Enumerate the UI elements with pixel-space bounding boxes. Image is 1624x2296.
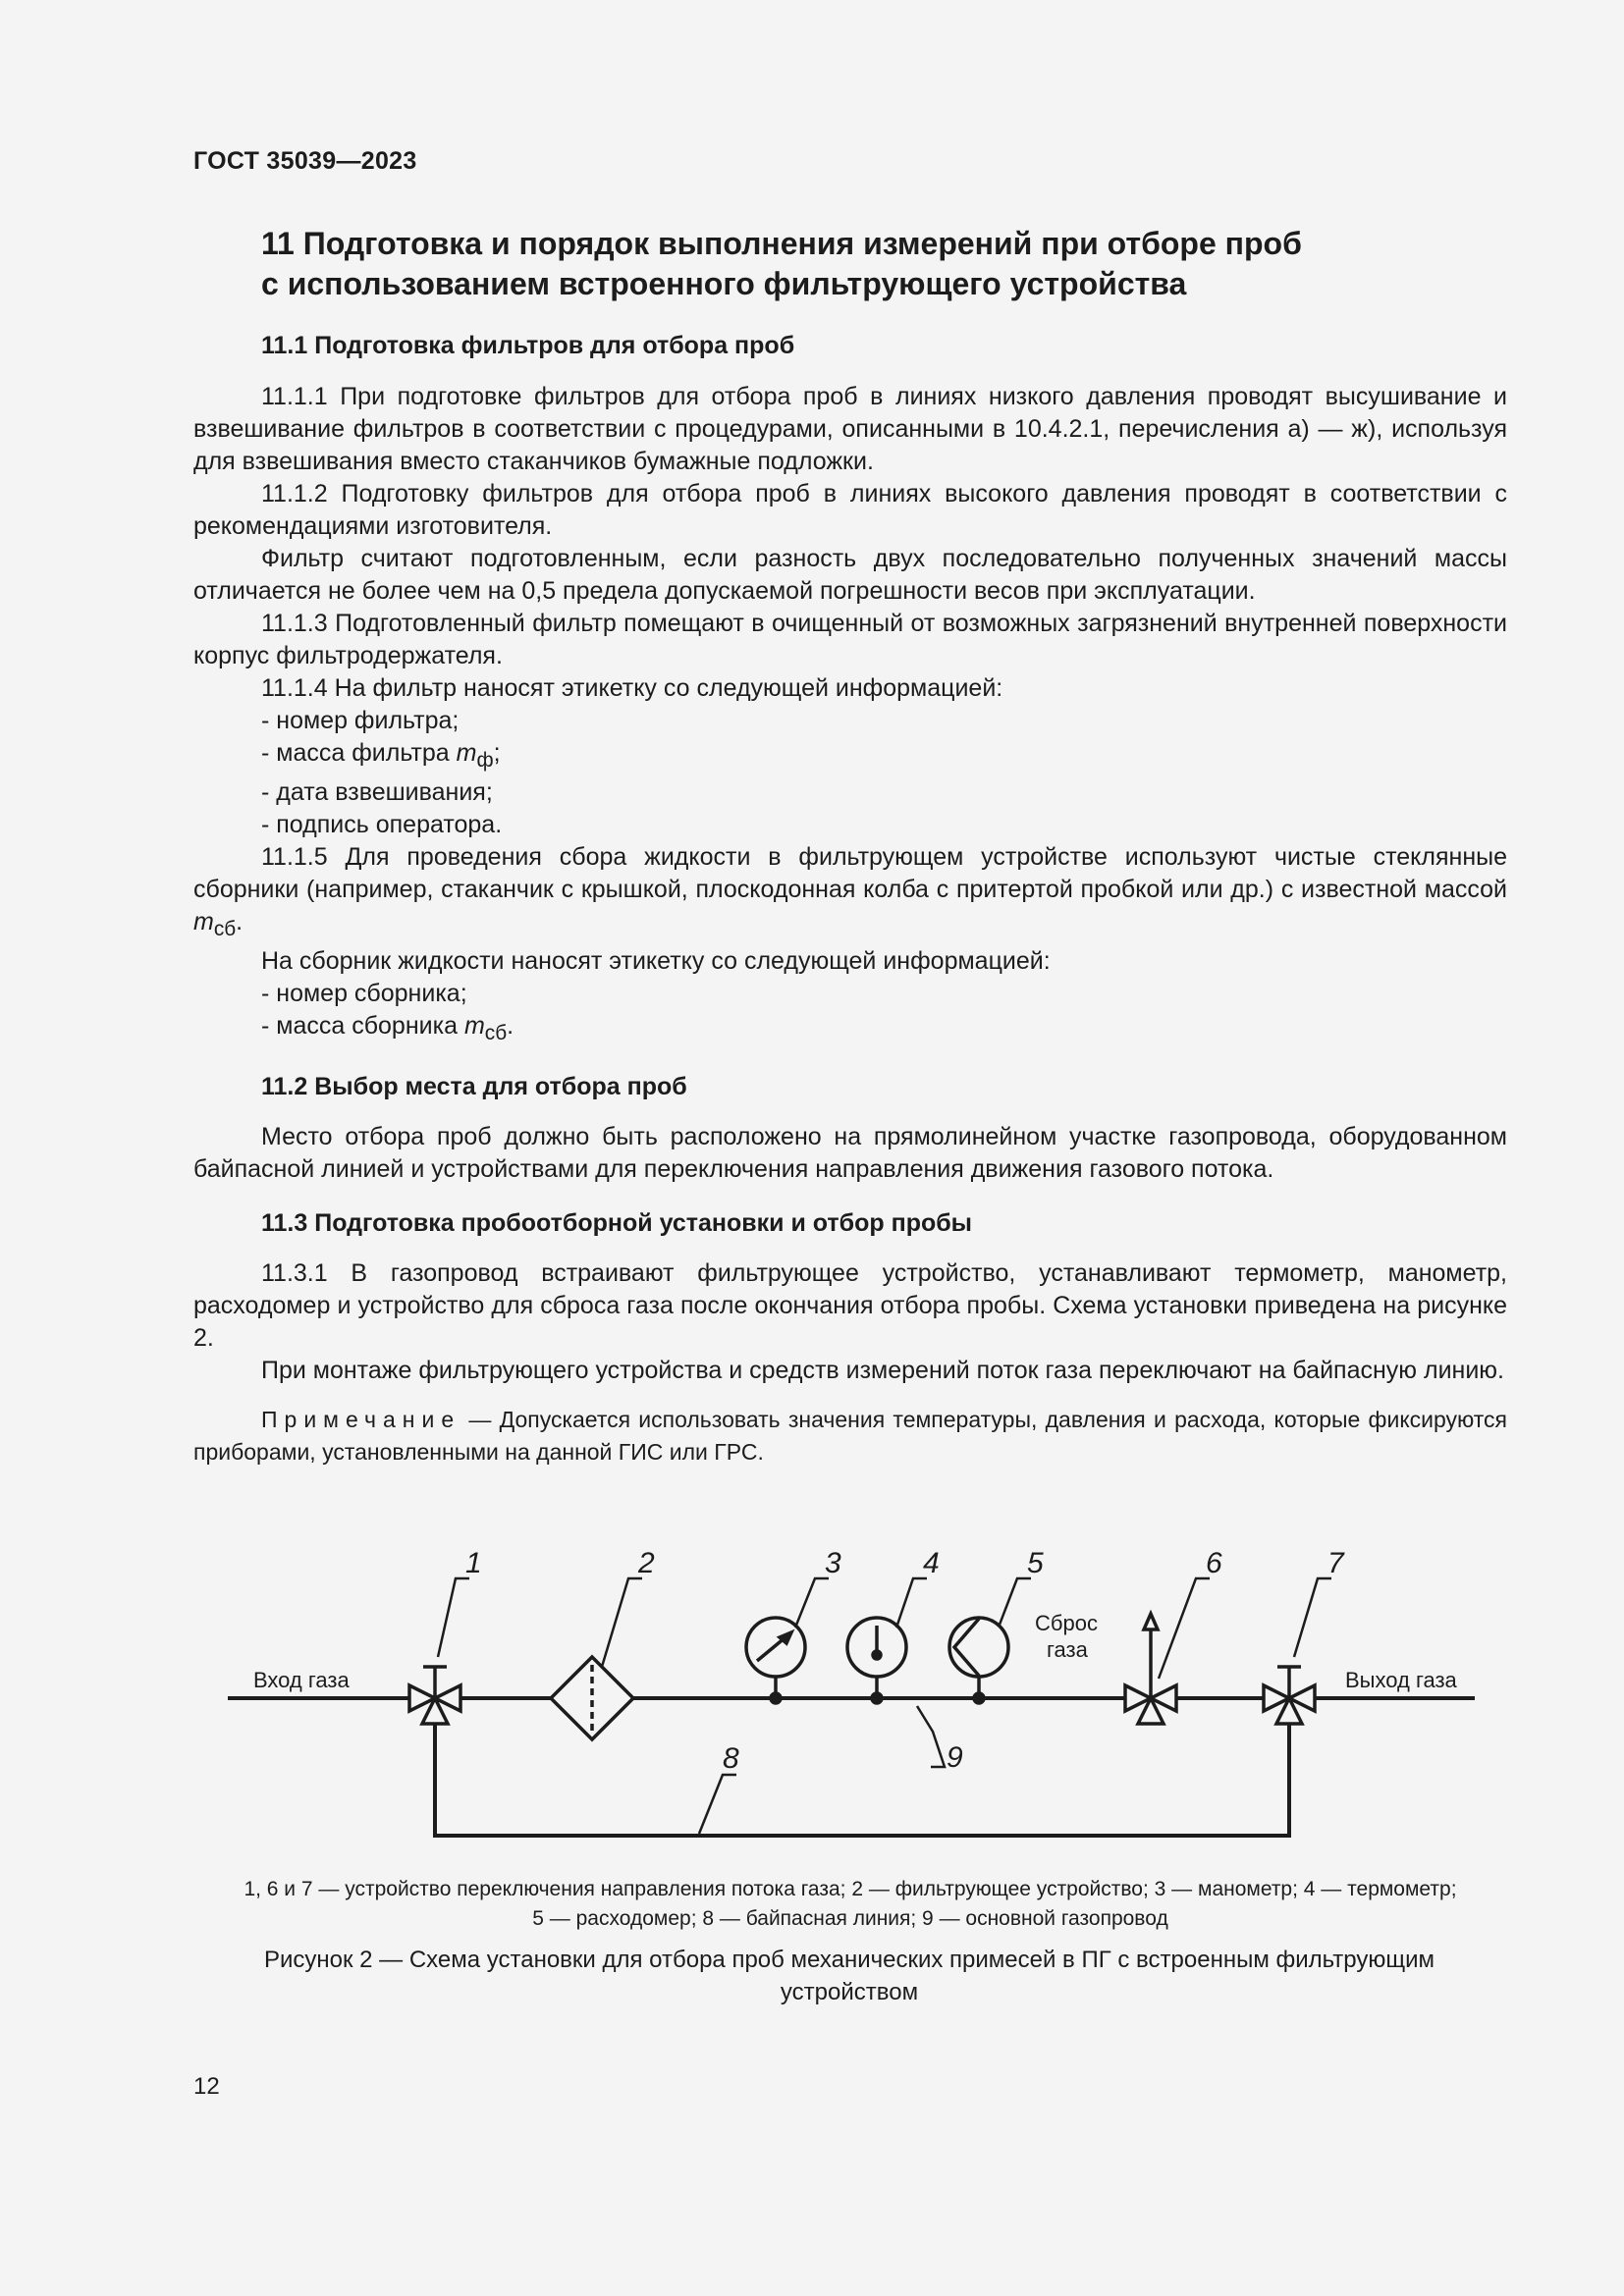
callout-4: 4: [923, 1547, 940, 1579]
legend-line2: 5 — расходомер; 8 — байпасная линия; 9 — основной газопровод: [532, 1907, 1168, 1930]
paragraph-collector-label: На сборник жидкости наносят этикетку со следующей информацией:: [261, 947, 1051, 975]
leader-7: [1294, 1578, 1331, 1657]
list-item-filter-mass-text: - масса фильтра: [261, 739, 457, 767]
leader-2: [602, 1578, 642, 1667]
inlet-label: Вход газа: [253, 1668, 350, 1692]
note-label: Примечание: [261, 1407, 461, 1432]
leader-9: [917, 1706, 945, 1767]
symbol-m: m: [463, 1012, 485, 1040]
list-item-operator-signature: - подпись оператора.: [261, 811, 503, 838]
callout-5: 5: [1027, 1547, 1044, 1579]
subscript-sb: сб: [484, 1022, 508, 1044]
callout-9: 9: [947, 1741, 963, 1774]
subsection-11-3-title: 11.3 Подготовка пробоотборной установки и отбор пробы: [261, 1209, 973, 1237]
paragraph-11-1-3: 11.1.3 Подготовленный фильтр помещают в очищенный от возможных загрязнений внутренней поверхности корпус фильтродержателя.: [193, 610, 1507, 669]
section-title-line2: с использованием встроенного фильтрующего устройства: [261, 266, 1187, 301]
paragraph-11-3-1: 11.3.1 В газопровод встраивают фильтрующее устройство, устанавливают термометр, манометр, расходомер и устройство для сброса газа после окончания отбора пробы. Схема установки приведена на рисунке 2.: [193, 1259, 1507, 1352]
thermometer: [847, 1618, 906, 1703]
list-item-weigh-date: - дата взвешивания;: [261, 778, 493, 806]
page-content: [193, 224, 1507, 1468]
subsection-11-1-title: 11.1 Подготовка фильтров для отбора проб: [261, 332, 795, 359]
symbol-m: m: [456, 739, 477, 767]
section-title: [261, 224, 1507, 304]
leader-5: [1000, 1578, 1031, 1625]
legend-line1: 1, 6 и 7 — устройство переключения направления потока газа; 2 — фильтрующее устройство; 3 — манометр; 4 — термометр;: [244, 1878, 1457, 1900]
list-item-collector-mass-text: - масса сборника: [261, 1012, 464, 1040]
flowmeter: [949, 1618, 1008, 1703]
callout-1: 1: [465, 1547, 482, 1579]
list-item-punct: ;: [493, 739, 501, 767]
paragraph-11-2: Место отбора проб должно быть расположено на прямолинейном участке газопровода, оборудованном байпасной линией и устройствами для переключения направления движения газового потока.: [193, 1123, 1507, 1183]
outlet-label: Выход газа: [1345, 1668, 1457, 1692]
section-title-line1: 11 Подготовка и порядок выполнения измерений при отборе проб: [261, 226, 1302, 261]
vent-label-line1: Сброс: [1035, 1611, 1098, 1635]
vent-label-line2: газа: [1047, 1637, 1088, 1662]
callout-7: 7: [1327, 1547, 1344, 1579]
paragraph-11-1-1: 11.1.1 При подготовке фильтров для отбора проб в линиях низкого давления проводят высушивание и взвешивание фильтров в соответствии с процедурами, описанными в 10.4.2.1, перечисления а) — ж), используя для взвешивания вместо стаканчиков бумажные подложки.: [193, 383, 1507, 475]
manometer: [746, 1618, 805, 1703]
list-item-filter-mass: [193, 737, 1507, 776]
paragraph-11-1-4: 11.1.4 На фильтр наносят этикетку со следующей информацией:: [261, 674, 1003, 702]
note: [193, 1404, 1507, 1468]
subscript-f: ф: [476, 749, 494, 772]
subsection-11-2-title: 11.2 Выбор места для отбора проб: [261, 1073, 687, 1100]
callout-8: 8: [723, 1742, 739, 1775]
paragraph-11-1-5: [193, 841, 1507, 945]
paragraph-bypass: При монтаже фильтрующего устройства и средств измерений поток газа переключают на байпасную линию.: [261, 1357, 1505, 1384]
paragraph-11-1-2: 11.1.2 Подготовку фильтров для отбора проб в линиях высокого давления проводят в соответствии с рекомендациями изготовителя.: [193, 480, 1507, 540]
leader-4: [896, 1578, 927, 1628]
filter-device: [551, 1657, 633, 1739]
page-number: 12: [193, 2073, 220, 2100]
list-item-filter-number: - номер фильтра;: [261, 707, 460, 734]
leader-8: [699, 1775, 736, 1834]
callout-2: 2: [638, 1547, 655, 1579]
vent-valve-6: [1125, 1614, 1176, 1724]
note-text: — Допускается использовать значения температуры, давления и расхода, которые фиксируются приборами, установленными на данной ГИС или ГРС.: [193, 1407, 1507, 1465]
figure-caption: Рисунок 2 — Схема установки для отбора проб механических примесей в ПГ с встроенным фильтрующим устройством: [263, 1947, 1435, 2005]
figure-legend: [193, 1875, 1507, 1934]
bypass-line: [435, 1712, 1289, 1836]
paragraph-punct: .: [236, 908, 244, 935]
three-way-valve-7: [1264, 1667, 1315, 1724]
list-item-punct: .: [507, 1012, 514, 1040]
callout-3: 3: [825, 1547, 841, 1579]
callout-6: 6: [1206, 1547, 1222, 1579]
paragraph-11-1-5-text: 11.1.5 Для проведения сбора жидкости в фильтрующем устройстве используют чистые стеклянные сборники (например, стаканчик с крышкой, плоскодонная колба с притертой пробкой или др.) с известной массой: [193, 843, 1507, 903]
document-header: ГОСТ 35039—2023: [193, 147, 417, 175]
leader-3: [795, 1578, 829, 1628]
installation-diagram: [206, 1531, 1492, 1855]
leader-6: [1159, 1578, 1210, 1679]
three-way-valve-1: [409, 1667, 460, 1724]
list-item-collector-mass: [193, 1010, 1507, 1049]
symbol-m: m: [193, 908, 214, 935]
list-item-collector-number: - номер сборника;: [261, 980, 467, 1007]
subscript-sb: сб: [213, 918, 237, 940]
paragraph-filter-ready: Фильтр считают подготовленным, если разность двух последовательно полученных значений массы отличается не более чем на 0,5 предела допускаемой погрешности весов при эксплуатации.: [193, 545, 1507, 605]
leader-1: [438, 1578, 469, 1657]
